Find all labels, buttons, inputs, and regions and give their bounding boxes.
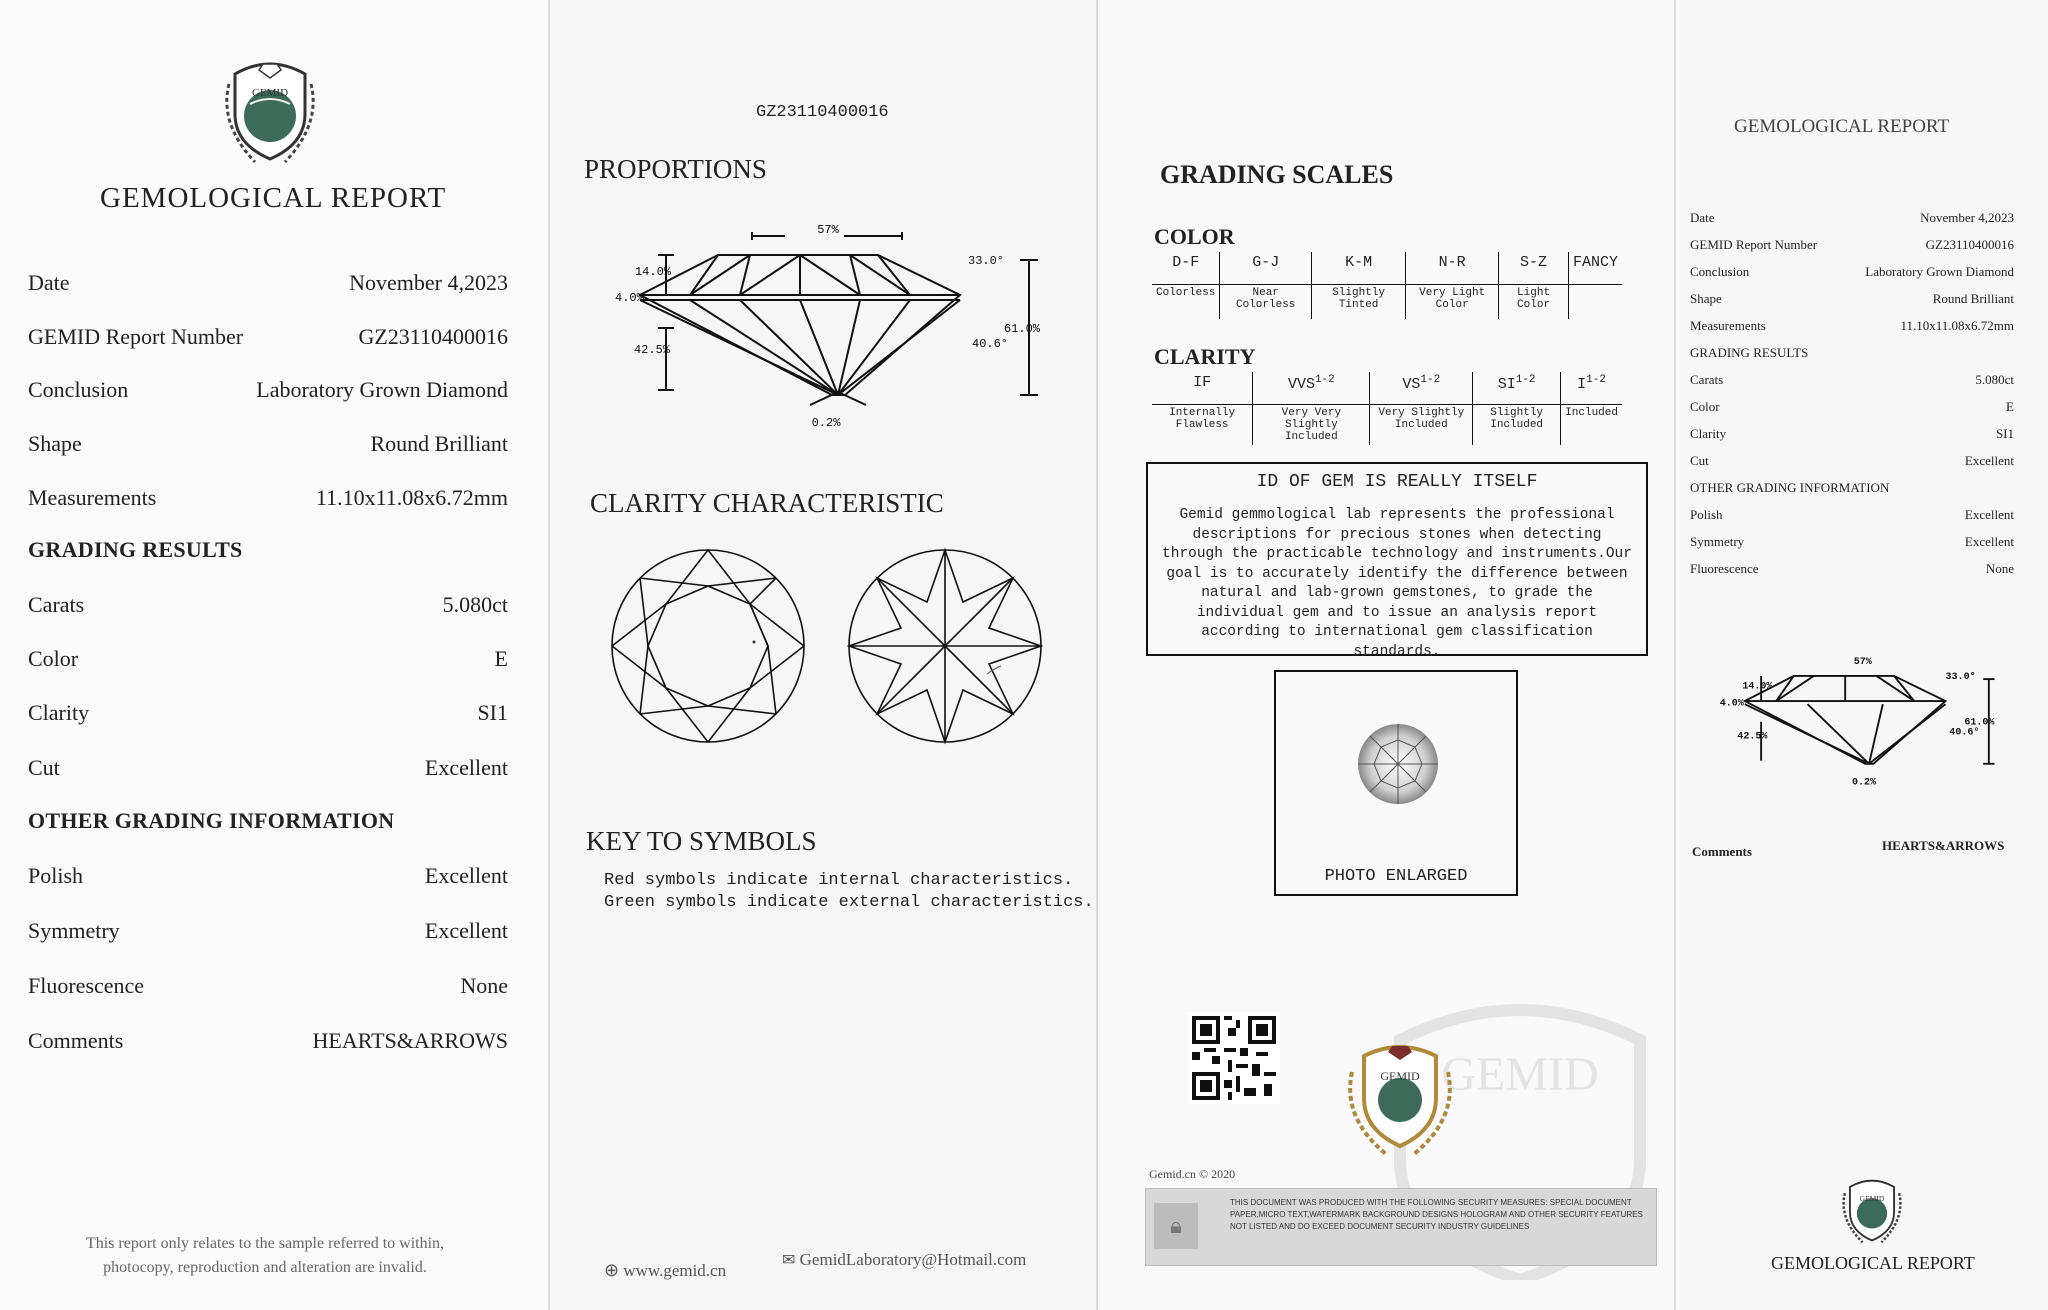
- color-grade: D-F: [1152, 252, 1220, 285]
- photo-enlarged-box: [1274, 670, 1518, 896]
- color-grade: FANCY: [1568, 252, 1622, 285]
- row-shape: [28, 431, 508, 465]
- r-row-fluorescence: [1690, 561, 2014, 583]
- clarity-grade: [1473, 372, 1561, 405]
- value: None: [1985, 561, 2014, 576]
- label: Polish: [28, 863, 84, 888]
- gemid-gold-seal: [1340, 1032, 1460, 1162]
- clarity-grade-desc: Very Slightly Included: [1370, 405, 1473, 446]
- value: Round Brilliant: [1932, 291, 2014, 306]
- hologram-lock-icon: 🔒︎: [1154, 1203, 1198, 1249]
- seal-text: GEMID: [1380, 1069, 1420, 1083]
- r-other-heading: [1690, 480, 2014, 502]
- color-grade-desc: Colorless: [1156, 287, 1216, 299]
- key-line-external: Green symbols indicate external characteristics.: [604, 893, 1094, 912]
- color-grade: S-Z: [1499, 252, 1569, 285]
- label: Shape: [1690, 291, 1722, 306]
- color-grade-desc: Near Colorless: [1220, 285, 1312, 320]
- heading: GRADING RESULTS: [1690, 345, 1809, 360]
- row-report-number: [28, 324, 508, 358]
- fold-line: [1096, 0, 1098, 1310]
- row-cut: [28, 755, 508, 789]
- r-row-conclusion: [1690, 264, 2014, 286]
- crown-angle-label: 33.0°: [968, 254, 1005, 268]
- row-fluorescence: [28, 973, 508, 1007]
- mini-crown-angle-label: 33.0°: [1945, 672, 1976, 684]
- clarity-grade-text: SI: [1497, 376, 1516, 393]
- envelope-icon: ✉: [782, 1252, 796, 1269]
- fold-line: [1674, 0, 1676, 1310]
- clarity-scale-title: CLARITY: [1154, 344, 1256, 369]
- r-row-shape: [1690, 291, 2014, 313]
- clarity-characteristic-title: CLARITY CHARACTERISTIC: [590, 488, 944, 518]
- label: Date: [28, 270, 70, 295]
- label: Fluorescence: [1690, 561, 1759, 576]
- clarity-grade-text: VS: [1402, 376, 1421, 393]
- gemid-emblem-logo: [215, 44, 325, 174]
- pavilion-angle-label: 40.6°: [972, 337, 1009, 351]
- value: Laboratory Grown Diamond: [1865, 264, 2014, 279]
- clarity-grade-text: VVS: [1287, 376, 1315, 393]
- r-row-polish: [1690, 507, 2014, 529]
- globe-icon: ⊕: [604, 1260, 620, 1280]
- value: Excellent: [424, 918, 508, 943]
- r-row-clarity: [1690, 426, 2014, 448]
- clarity-grade: [1152, 372, 1253, 405]
- label: Comments: [28, 1028, 124, 1053]
- disclaimer-line: This report only relates to the sample referred to within,: [85, 1235, 445, 1252]
- color-grade-desc: [1568, 285, 1622, 320]
- key-to-symbols-text: [604, 870, 1094, 914]
- mini-table-label: 57%: [1853, 657, 1872, 669]
- mini-pavilion-angle-label: 40.6°: [1949, 727, 1980, 739]
- id-box-title: ID OF GEM IS REALLY ITSELF: [1256, 472, 1538, 492]
- r-grading-heading: [1690, 345, 2014, 367]
- watermark-text: GEMID: [1441, 1048, 1599, 1101]
- row-polish: [28, 863, 508, 897]
- r-row-symmetry: [1690, 534, 2014, 556]
- clarity-plot-pavilion-view: [845, 546, 1045, 746]
- r-row-carats: [1690, 372, 2014, 394]
- r-row-measurements: [1690, 318, 2014, 340]
- label: Shape: [28, 431, 82, 456]
- id-of-gem-box: [1146, 462, 1648, 660]
- r-row-color: [1690, 399, 2014, 421]
- color-scale-table: [1152, 252, 1622, 319]
- label: Carats: [1690, 372, 1724, 387]
- color-grade-desc: Light Color: [1499, 285, 1569, 320]
- emblem-text: GEMID: [251, 87, 289, 99]
- crown-height-label: 14.0%: [634, 265, 672, 279]
- mini-girdle-label: 4.0%: [1719, 698, 1744, 710]
- row-symmetry: [28, 918, 508, 952]
- disclaimer-line: photocopy, reproduction and alteration are invalid.: [103, 1259, 427, 1276]
- qr-code[interactable]: [1188, 1012, 1280, 1104]
- table-percent-label: 57%: [817, 223, 839, 237]
- value: E: [2006, 399, 2014, 414]
- website-contact[interactable]: [604, 1260, 726, 1281]
- color-grade-desc: Very Light Color: [1406, 285, 1499, 320]
- row-date: [28, 270, 508, 304]
- value: HEARTS&ARROWS: [312, 1028, 508, 1053]
- value: 5.080ct: [442, 592, 508, 617]
- label: Conclusion: [1690, 264, 1750, 279]
- value: None: [460, 973, 508, 998]
- clarity-grade: [1370, 372, 1473, 405]
- label: GEMID Report Number: [28, 324, 244, 349]
- color-grade-desc: Slightly Tinted: [1311, 285, 1405, 320]
- color-scale-title: COLOR: [1154, 224, 1235, 249]
- key-to-symbols-title: KEY TO SYMBOLS: [586, 826, 817, 856]
- value: GZ23110400016: [1925, 237, 2014, 252]
- key-line-internal: Red symbols indicate internal characteristics.: [604, 871, 1074, 890]
- pavilion-depth-label: 42.5%: [633, 343, 671, 357]
- clarity-grade-sup: 1-2: [1515, 374, 1536, 386]
- r-row-report-number: [1690, 237, 2014, 259]
- label: Measurements: [28, 485, 157, 510]
- row-carats: [28, 592, 508, 626]
- grading-scales-title: GRADING SCALES: [1160, 160, 1394, 189]
- row-comments: [28, 1028, 508, 1062]
- mini-proportions-diagram: [1718, 654, 2010, 792]
- label: Date: [1690, 210, 1715, 225]
- value: Excellent: [424, 863, 508, 888]
- clarity-grade: [1561, 372, 1622, 405]
- value: 11.10x11.08x6.72mm: [315, 485, 508, 510]
- r-row-cut: [1690, 453, 2014, 475]
- proportions-title: PROPORTIONS: [584, 154, 767, 184]
- value: Laboratory Grown Diamond: [256, 377, 508, 402]
- label: GEMID Report Number: [1690, 237, 1818, 252]
- value: November 4,2023: [349, 270, 508, 295]
- diamond-photo: [1356, 722, 1440, 806]
- culet-label: 0.2%: [811, 416, 841, 430]
- footer-emblem-text: GEMID: [1859, 1193, 1885, 1203]
- clarity-grade-sup: 1-2: [1420, 374, 1441, 386]
- label: Conclusion: [28, 377, 129, 402]
- row-clarity: [28, 700, 508, 734]
- clarity-grade-desc: Internally Flawless: [1169, 407, 1236, 431]
- report-number-header: GZ23110400016: [756, 103, 889, 122]
- value: Excellent: [424, 755, 508, 780]
- email-contact[interactable]: [782, 1250, 1026, 1270]
- id-box-text: Gemid gemmological lab represents the professional descriptions for precious stones when detecting through the practicable technology and instruments.Our goal is to accurately identify the difference between natural and lab-grown gemstones, to grade the individual gem and to issue an analysis report according to international gem classification standards.: [1162, 507, 1632, 660]
- label: Measurements: [1690, 318, 1766, 333]
- footer-report-title: GEMOLOGICAL REPORT: [1771, 1253, 1975, 1273]
- value: November 4,2023: [1920, 210, 2014, 225]
- clarity-grade-desc: Very Very Slightly Included: [1253, 405, 1370, 446]
- color-grade: G-J: [1220, 252, 1312, 285]
- total-depth-label: 61.0%: [1004, 322, 1041, 336]
- value: GZ23110400016: [358, 324, 508, 349]
- clarity-grade-sup: 1-2: [1314, 374, 1335, 386]
- r-comments-value: HEARTS&ARROWS: [1882, 838, 2005, 853]
- report-title: GEMOLOGICAL REPORT: [100, 182, 447, 214]
- value: Round Brilliant: [370, 431, 508, 456]
- mini-culet-label: 0.2%: [1851, 777, 1877, 789]
- clarity-grade-sup: 1-2: [1586, 374, 1606, 386]
- value: SI1: [477, 700, 508, 725]
- clarity-grade-desc: Slightly Included: [1473, 405, 1561, 446]
- label: Color: [1690, 399, 1720, 414]
- other-grading-heading: OTHER GRADING INFORMATION: [28, 808, 395, 833]
- label: Clarity: [28, 700, 90, 725]
- label: Carats: [28, 592, 85, 617]
- clarity-scale-table: [1152, 372, 1622, 445]
- label: Symmetry: [1690, 534, 1745, 549]
- mini-pavilion-depth-label: 42.5%: [1737, 731, 1768, 743]
- value: Excellent: [1964, 534, 2014, 549]
- clarity-plot-crown-view: [608, 546, 808, 746]
- security-strip: [1145, 1188, 1657, 1266]
- row-measurements: [28, 485, 508, 519]
- color-grade: N-R: [1406, 252, 1499, 285]
- heading: OTHER GRADING INFORMATION: [1690, 480, 1890, 495]
- value: E: [494, 646, 508, 671]
- value: Excellent: [1964, 507, 2014, 522]
- clarity-grade-text: IF: [1193, 374, 1212, 391]
- security-text: THIS DOCUMENT WAS PRODUCED WITH THE FOLLOWING SECURITY MEASURES: SPECIAL DOCUMENT PAPER,MICRO TEXT,WATERMARK BACKGROUND DESIGNS HOLOGRAM AND OTHER SECURITY FEATURES NOT LISTED AND DO EXCEED DOCUMENT SECURITY INDUSTRY GUIDELINES: [1230, 1198, 1643, 1231]
- proportions-diagram: [600, 220, 1060, 440]
- mini-crown-height-label: 14.0%: [1742, 681, 1773, 693]
- value: 11.10x11.08x6.72mm: [1900, 318, 2014, 333]
- row-conclusion: [28, 377, 508, 411]
- label: Cut: [1690, 453, 1709, 468]
- email-link[interactable]: GemidLaboratory@Hotmail.com: [799, 1250, 1027, 1269]
- girdle-label: 4.0%: [615, 291, 644, 305]
- photo-caption: PHOTO ENLARGED: [1324, 867, 1468, 886]
- clarity-grade: [1253, 372, 1370, 405]
- right-report-title: GEMOLOGICAL REPORT: [1734, 116, 1950, 137]
- value: Excellent: [1964, 453, 2014, 468]
- label: Color: [28, 646, 79, 671]
- copyright: Gemid.cn © 2020: [1149, 1167, 1236, 1181]
- r-comments-label: Comments: [1692, 844, 1752, 859]
- value: 5.080ct: [1975, 372, 2014, 387]
- disclaimer: [40, 1232, 490, 1280]
- label: Cut: [28, 755, 60, 780]
- label: Clarity: [1690, 426, 1727, 441]
- row-color: [28, 646, 508, 680]
- clarity-grade-text: I: [1577, 376, 1587, 393]
- clarity-grade-desc: Included: [1561, 405, 1622, 446]
- r-row-date: [1690, 210, 2014, 232]
- value: SI1: [1995, 426, 2014, 441]
- label: Polish: [1690, 507, 1723, 522]
- mini-total-depth-label: 61.0%: [1964, 717, 1995, 729]
- footer-emblem-logo: [1836, 1168, 1908, 1250]
- grading-results-heading: GRADING RESULTS: [28, 537, 243, 562]
- website-link[interactable]: www.gemid.cn: [623, 1261, 727, 1280]
- label: Symmetry: [28, 918, 120, 943]
- color-grade: K-M: [1311, 252, 1405, 285]
- fold-line: [548, 0, 550, 1310]
- label: Fluorescence: [28, 973, 145, 998]
